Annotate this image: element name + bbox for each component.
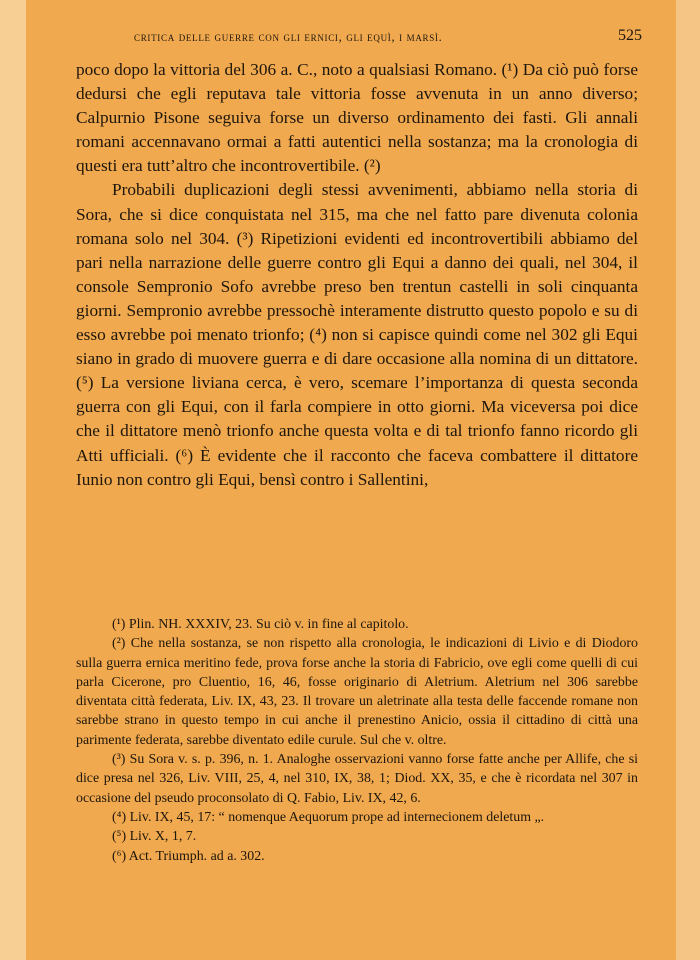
page-edge-left (0, 0, 26, 960)
footnote: (³) Su Sora v. s. p. 396, n. 1. Analoghe osservazioni vanno forse fatte anche per Allife, che si dice presa nel 326, Liv. VIII, 25, 4, nel 310, IX, 38, 1; Diod. XX, 35, e che è ricordata nel 307 in occasione del pseudo proconsolato di Q. Fabio, Liv. IX, 42, 6. (76, 752, 638, 806)
footnote: (⁶) Act. Triumph. ad a. 302. (112, 848, 265, 864)
footnote: (¹) Plin. NH. XXXIV, 23. Su ciò v. in fine al capitolo. (112, 617, 409, 632)
book-page (26, 0, 676, 960)
footnotes (76, 615, 638, 866)
main-text (76, 58, 638, 492)
paragraph: Probabili duplicazioni degli stessi avvenimenti, abbiamo nella storia di Sora, che si dice conquistata nel 315, ma che nel fatto pare divenuta colonia romana solo nel 304. (³) Ripetizioni evidenti ed incontrovertibili abbiamo del pari nella narrazione delle guerre contro gli Equi a danno dei quali, nel 304, il console Sempronio Sofo avrebbe preso ben trentun castelli in soli cinquanta giorni. Sempronio avrebbe pressochè interamente distrutto questo popolo e su di esso avrebbe poi menato trionfo; (⁴) non si capisce quindi come nel 302 gli Equi siano in grado di muovere guerra e di dare occasione alla nomina di un dittatore. (⁵) La versione liviana cerca, è vero, scemare l’importanza di questa seconda guerra con gli Equi, con il farla compiere in otto giorni. Ma viceversa poi dice che il dittatore menò trionfo anche questa volta e di tal trionfo fanno ricordo gli Atti ufficiali. (⁶) È evidente che il racconto che faceva combattere il dittatore Iunio non contro gli Equi, bensì contro i Sallentini, (76, 180, 638, 489)
running-title: critica delle guerre con gli ernici, gli equì, i marsì. (134, 30, 443, 44)
page-edge-right (676, 0, 700, 960)
footnote: (²) Che nella sostanza, se non rispetto alla cronologia, le indicazioni di Livio e di Diodoro sulla guerra ernica meritino fede, prova forse anche la storia di Fabricio, ove egli come quelli di cui parla Cicerone, pro Cluentio, 16, 46, fosse originario di Aletrium. Aletrium nel 306 sarebbe diventata città federata, Liv. IX, 43, 23. Il trovare un aletrinate alla testa delle faccende romane non sarebbe strano in questo tempo in cui anche il prenestino Anicio, ossia il cittadino di città una parimente federata, sarebbe diventato edile curule. Sul che v. oltre. (76, 636, 638, 748)
running-header (134, 28, 642, 48)
footnote: (⁵) Liv. X, 1, 7. (112, 829, 197, 845)
paragraph: poco dopo la vittoria del 306 a. C., noto a qualsiasi Romano. (¹) Da ciò può forse dedursi che egli reputava tale vittoria fosse avvenuta in un anno diverso; Calpurnio Pisone seguiva forse un diverso ordinamento dei fasti. Gli annali romani accennavano ormai a fatti autentici nella sostanza; ma la cronologia di questi era tutt’altro che incontrovertibile. (²) (76, 60, 638, 176)
page-number: 525 (618, 27, 642, 44)
footnote: (⁴) Liv. IX, 45, 17: “ nomenque Aequorum prope ad internecionem deletum „. (112, 809, 545, 825)
